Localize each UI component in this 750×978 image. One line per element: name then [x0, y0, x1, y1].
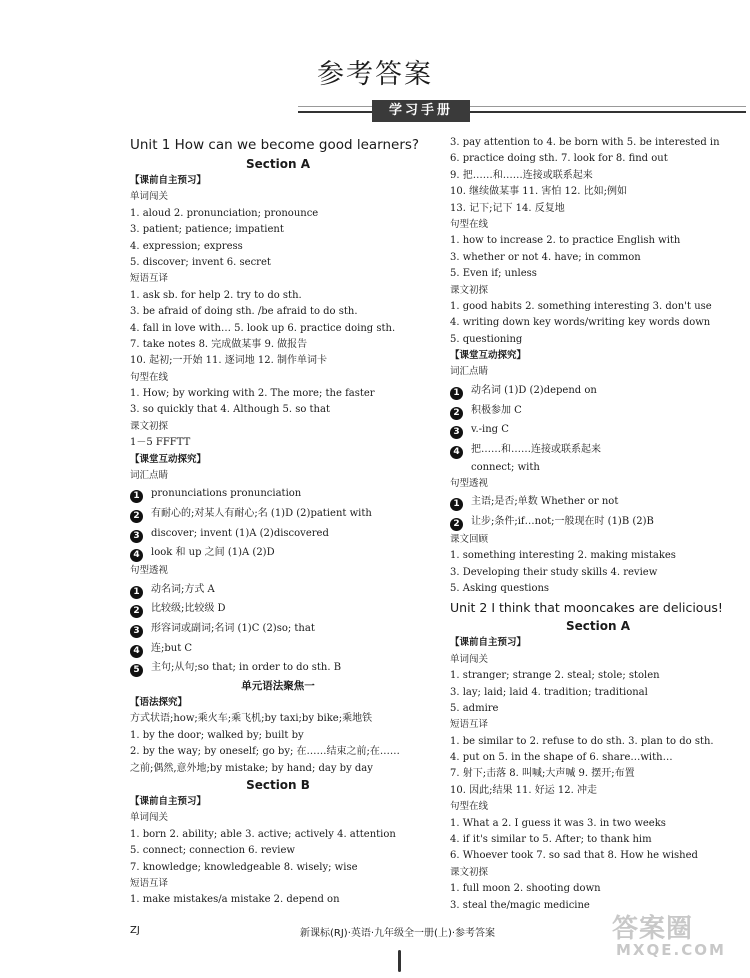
answer-line: 1. how to increase 2. to practice English with — [450, 235, 681, 247]
answer-line: 1. born 2. ability; able 3. active; actively 4. attention — [130, 828, 396, 840]
watermark-logo — [612, 908, 742, 968]
answer-line: 3. whether or not 4. have; in common — [450, 251, 641, 263]
answer-line: 1. make mistakes/a mistake 2. depend on — [130, 894, 340, 906]
answer-line: 10. 继续做某事 11. 害怕 12. 比如;例如 — [450, 186, 627, 198]
answer-line: 1. ask sb. for help 2. try to do sth. — [130, 289, 302, 301]
answer-text: v.-ing C — [471, 424, 509, 436]
answer-text: 比较级;比较级 D — [151, 603, 226, 615]
number-badge: 2 — [450, 518, 463, 531]
pre-study-heading: 【课前自主预习】 — [130, 795, 207, 807]
answer-text: 让步;条件;if…not;一般现在时 (1)B (2)B — [471, 516, 654, 528]
section-a-heading: Section A — [566, 619, 630, 634]
answer-text: pronunciations pronunciation — [151, 488, 302, 500]
number-badge: 1 — [450, 387, 463, 400]
sentence-heading: 句型在线 — [450, 801, 489, 813]
banner-rule-thin — [298, 106, 746, 107]
number-badge: 4 — [130, 645, 143, 658]
answer-line: 方式状语;how;乘火车;乘飞机;by taxi;by bike;乘地铁 — [130, 713, 373, 725]
number-badge: 3 — [450, 426, 463, 439]
review-heading: 课文回顾 — [450, 533, 489, 545]
pattern-heading: 句型透视 — [450, 478, 489, 489]
answer-line: 4. fall in love with… 5. look up 6. practice doing sth. — [130, 322, 396, 334]
answer-line: 3. steal the/magic medicine — [450, 899, 590, 911]
answer-line: 5. discover; invent 6. secret — [130, 256, 271, 268]
section-a-heading: Section A — [246, 157, 310, 171]
vocab-heading: 单词闯关 — [130, 191, 169, 203]
footer-code: ZJ — [130, 925, 140, 936]
answer-line: 7. 射下;击落 8. 叫喊;大声喊 9. 摆开;布置 — [450, 768, 635, 780]
answer-text: 积极参加 C — [471, 404, 522, 416]
unit2-heading: Unit 2 I think that mooncakes are delicious! — [450, 600, 723, 616]
answer-line: 7. take notes 8. 完成做某事 9. 做报告 — [130, 338, 308, 350]
unit1-heading: Unit 1 How can we become good learners? — [130, 137, 420, 153]
answer-text: 形容词或副词;名词 (1)C (2)so; that — [151, 622, 315, 634]
pre-study-heading: 【课前自主预习】 — [130, 175, 207, 186]
number-badge: 2 — [450, 407, 463, 420]
number-badge: 1 — [450, 498, 463, 511]
banner-rule — [298, 111, 746, 113]
phrase-heading: 短语互译 — [450, 719, 489, 731]
answer-line: 5. admire — [450, 702, 499, 714]
answer-line: 之前;偶然,意外地;by mistake; by hand; day by day — [130, 762, 373, 774]
answer-line: 4. if it's similar to 5. After; to thank him — [450, 834, 652, 846]
answer-line: 4. writing down key words/writing key words down — [450, 317, 711, 329]
answer-line: 5. Asking questions — [450, 582, 550, 594]
class-heading: 【课堂互动探究】 — [450, 350, 527, 362]
answer-line: 1. How; by working with 2. The more; the faster — [130, 388, 375, 400]
answer-line: 3. Developing their study skills 4. review — [450, 566, 658, 578]
number-badge: 4 — [450, 446, 463, 459]
pre-study-heading: 【课前自主预习】 — [450, 637, 527, 649]
number-badge: 1 — [130, 586, 143, 599]
answer-line: 3. pay attention to 4. be born with 5. be interested in — [450, 137, 720, 148]
number-badge: 2 — [130, 605, 143, 618]
answer-line: 6. Whoever took 7. so sad that 8. How he wished — [450, 850, 698, 862]
sentence-heading: 句型在线 — [450, 218, 489, 230]
number-badge: 3 — [130, 625, 143, 638]
number-badge: 2 — [130, 510, 143, 523]
left-column — [130, 135, 426, 909]
watermark-text: 答案圈 — [612, 914, 694, 944]
number-badge: 5 — [130, 664, 143, 677]
answer-line: 13. 记下;记下 14. 反复地 — [450, 202, 565, 214]
vocab-heading: 单词闯关 — [130, 812, 169, 824]
answer-line: 3. patient; patience; impatient — [130, 224, 284, 236]
answer-line: 1. full moon 2. shooting down — [450, 883, 601, 895]
right-column — [450, 135, 746, 914]
answer-line: 5. connect; connection 6. review — [130, 845, 295, 857]
answer-line: 2. by the way; by oneself; go by; 在……结束之前;在…… — [130, 746, 400, 758]
grammar-heading: 【语法探究】 — [130, 697, 188, 708]
banner-label: 学习手册 — [372, 100, 470, 122]
answer-text: 有耐心的;对某人有耐心;名 (1)D (2)patient with — [151, 508, 372, 520]
watermark-url: MXQE.COM — [616, 941, 726, 959]
answer-line: 3. so quickly that 4. Although 5. so that — [130, 404, 330, 416]
footer-title: 新课标(RJ)·英语·九年级全一册(上)·参考答案 — [300, 928, 496, 939]
sentence-heading: 句型在线 — [130, 371, 169, 383]
answer-line: 5. Even if; unless — [450, 268, 537, 280]
grammar-title: 单元语法聚焦一 — [241, 680, 315, 692]
answer-line: 4. put on 5. in the shape of 6. share…with… — [450, 752, 673, 764]
reading-heading: 课文初探 — [130, 420, 169, 432]
pattern-heading: 句型透视 — [130, 565, 169, 577]
answer-text: look 和 up 之间 (1)A (2)D — [151, 547, 275, 559]
section-banner — [298, 100, 746, 122]
answer-line: 1－5 FFFTT — [130, 437, 191, 449]
answer-line: 1. good habits 2. something interesting 3. don't use — [450, 300, 712, 312]
answer-line: 3. be afraid of doing sth. /be afraid to do sth. — [130, 306, 358, 318]
answer-line: 5. questioning — [450, 333, 523, 345]
focus-heading: 词汇点睛 — [450, 366, 489, 378]
number-badge: 4 — [130, 549, 143, 562]
class-heading: 【课堂互动探究】 — [130, 453, 207, 465]
section-b-heading: Section B — [246, 777, 310, 792]
answer-line: 1. stranger; strange 2. steal; stole; stolen — [450, 670, 660, 682]
scan-mark — [398, 950, 401, 972]
answer-line: 1. aloud 2. pronunciation; pronounce — [130, 207, 319, 219]
phrase-heading: 短语互译 — [130, 273, 169, 285]
answer-line: 3. lay; laid; laid 4. tradition; traditional — [450, 686, 648, 698]
answer-line: 7. knowledge; knowledgeable 8. wisely; wise — [130, 861, 358, 873]
answer-line: 6. practice doing sth. 7. look for 8. find out — [450, 153, 668, 165]
answer-text: 连;but C — [151, 642, 193, 654]
answer-text: 动名词 (1)D (2)depend on — [471, 384, 597, 396]
answer-line: connect; with — [471, 461, 540, 473]
answer-line: 1. something interesting 2. making mistakes — [450, 550, 676, 562]
answer-line: 9. 把……和……连接或联系起来 — [450, 169, 593, 181]
answer-line: 10. 起初;一开始 11. 逐词地 12. 制作单词卡 — [130, 355, 327, 367]
page-title: 参考答案 — [317, 59, 433, 90]
reading-heading: 课文初探 — [450, 284, 489, 296]
answer-text: 主语;是否;单数 Whether or not — [471, 496, 619, 508]
answer-line: 1. by the door; walked by; built by — [130, 729, 304, 741]
answer-text: 主句;从句;so that; in order to do sth. B — [151, 662, 342, 674]
answer-line: 1. What a 2. I guess it was 3. in two weeks — [450, 817, 666, 829]
focus-heading: 词汇点睛 — [130, 470, 169, 482]
reading-heading: 课文初探 — [450, 866, 489, 878]
answer-line: 10. 因此;结果 11. 好运 12. 冲走 — [450, 784, 597, 796]
answer-line: 1. be similar to 2. refuse to do sth. 3. plan to do sth. — [450, 735, 714, 747]
answer-text: 把……和……连接或联系起来 — [471, 443, 601, 455]
number-badge: 3 — [130, 530, 143, 543]
answer-line: 4. expression; express — [130, 240, 243, 252]
number-badge: 1 — [130, 490, 143, 503]
phrase-heading: 短语互译 — [130, 877, 169, 889]
vocab-heading: 单词闯关 — [450, 653, 489, 665]
answer-text: discover; invent (1)A (2)discovered — [151, 527, 329, 539]
answer-text: 动名词;方式 A — [151, 583, 215, 595]
